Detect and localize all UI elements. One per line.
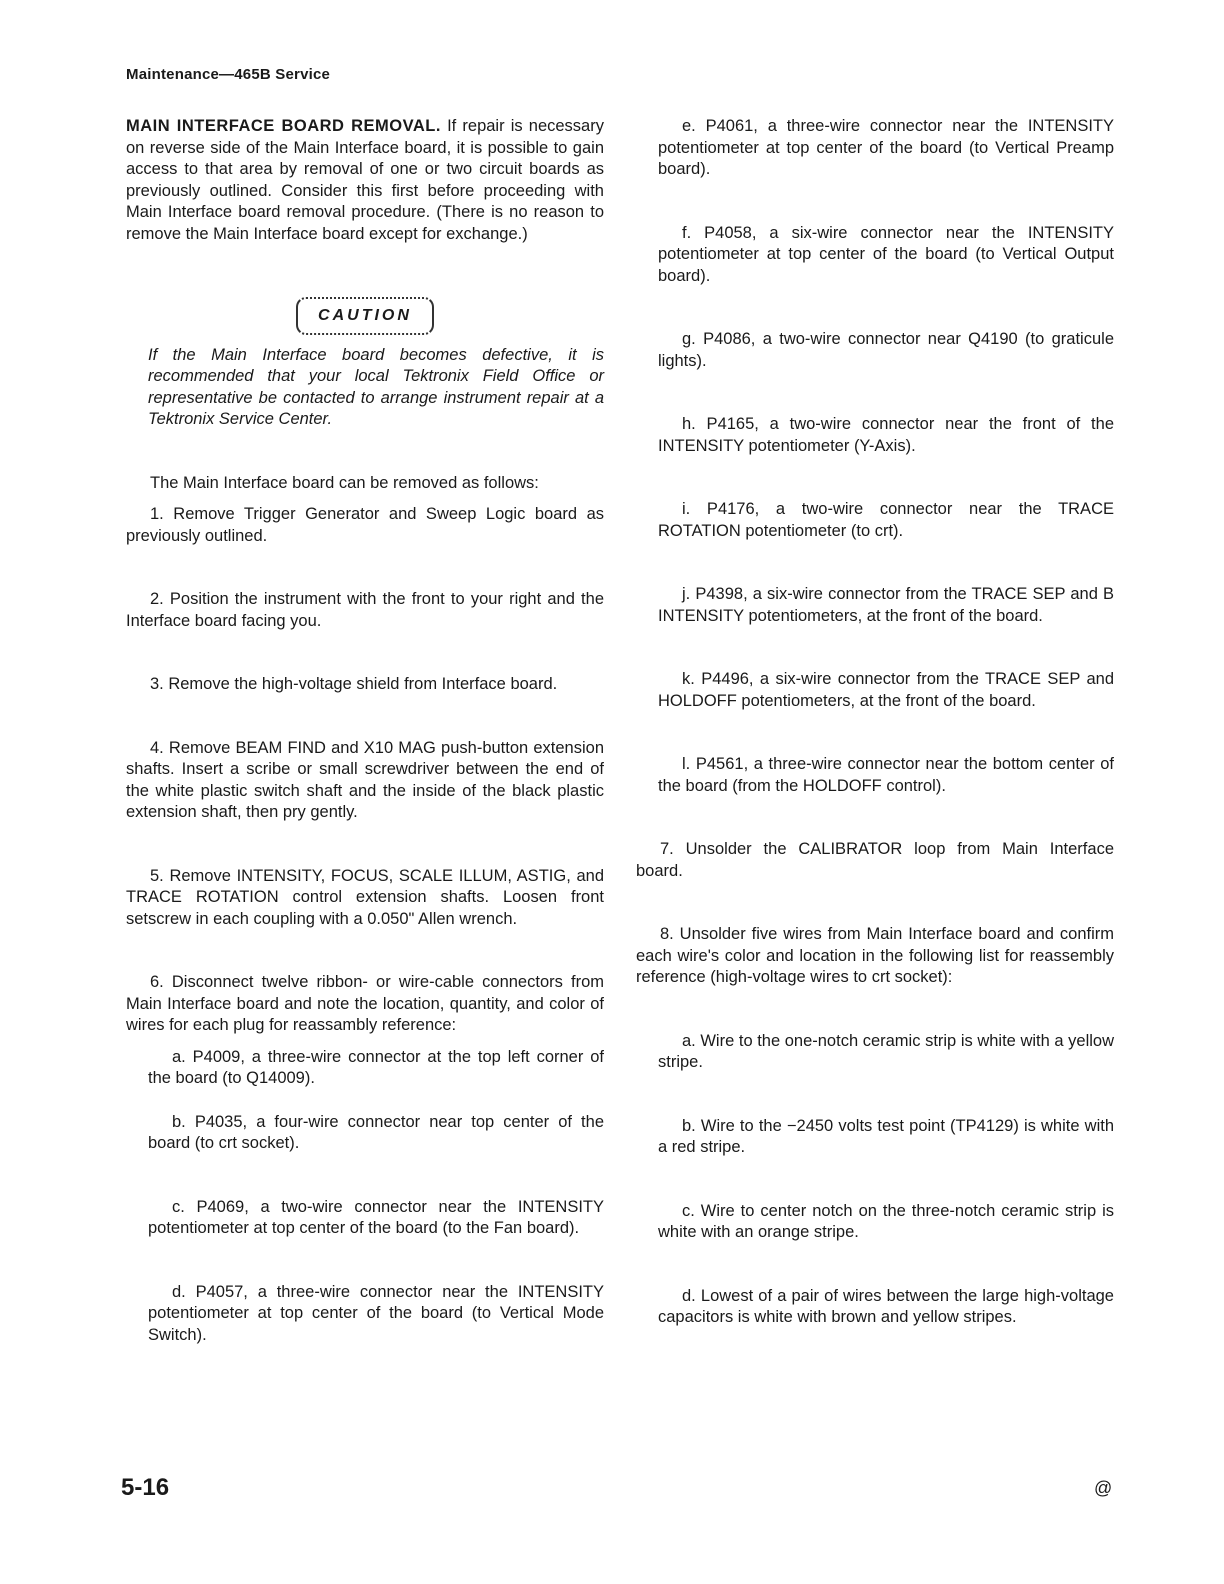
page-header: Maintenance—465B Service — [126, 66, 331, 83]
connector-e: e. P4061, a three-wire connector near the INTENSITY potentiometer at top center of the board (to Vertical Preamp board). — [658, 117, 1114, 178]
connector-l: l. P4561, a three-wire connector near the bottom center of the board (from the HOLDOFF control). — [658, 755, 1114, 795]
connector-k: k. P4496, a six-wire connector from the TRACE SEP and HOLDOFF potentiometers, at the front of the board. — [658, 670, 1114, 710]
step-3: 3. Remove the high-voltage shield from Interface board. — [150, 675, 558, 693]
step-5: 5. Remove INTENSITY, FOCUS, SCALE ILLUM, ASTIG, and TRACE ROTATION control extension shafts. Loosen front setscrew in each coupling with a 0.050" Allen wrench. — [126, 866, 604, 928]
step-1: 1. Remove Trigger Generator and Sweep Logic board as previously outlined. — [126, 505, 604, 545]
wire-a: a. Wire to the one-notch ceramic strip is white with a yellow stripe. — [658, 1031, 1114, 1071]
caution-label: CAUTION — [296, 297, 434, 335]
caution-text: If the Main Interface board becomes defective, it is recommended that your local Tektronix Field Office or representative be contacted to arrange instrument repair at a Tektronix Service Center. — [148, 345, 604, 428]
intro-paragraph — [126, 116, 604, 245]
intro-body: If repair is necessary on reverse side of the Main Interface board, it is possible to gain access to that area by removal of one or two circuit boards as previously outlined. Consider this first before proceeding with Main Interface board removal procedure. (There is no reason to remove the Main Interface board except for exchange.) — [126, 117, 604, 243]
right-column — [636, 116, 1114, 1329]
footer-mark: @ — [1094, 1478, 1113, 1498]
connector-h: h. P4165, a two-wire connector near the front of the INTENSITY potentiometer (Y-Axis). — [658, 415, 1114, 455]
wire-b: b. Wire to the −2450 volts test point (TP4129) is white with a red stripe. — [658, 1116, 1114, 1156]
step-6: 6. Disconnect twelve ribbon- or wire-cable connectors from Main Interface board and note the location, quantity, and color of wires for each plug for reassambly reference: — [126, 973, 604, 1034]
step-4: 4. Remove BEAM FIND and X10 MAG push-button extension shafts. Insert a scribe or small screwdriver between the end of the white plastic switch shaft and the inside of the black plastic extension shaft, then pry gently. — [126, 738, 604, 821]
step-8: 8. Unsolder five wires from Main Interface board and confirm each wire's color and location in the following list for reassembly reference (high-voltage wires to crt socket): — [636, 925, 1114, 986]
connector-i: i. P4176, a two-wire connector near the TRACE ROTATION potentiometer (to crt). — [658, 500, 1114, 540]
connector-g: g. P4086, a two-wire connector near Q4190 (to graticule lights). — [658, 330, 1114, 370]
connector-c: c. P4069, a two-wire connector near the INTENSITY potentiometer at top center of the board (to the Fan board). — [148, 1197, 604, 1237]
wire-d: d. Lowest of a pair of wires between the large high-voltage capacitors is white with brown and yellow stripes. — [658, 1286, 1114, 1326]
connector-list-right — [636, 116, 1114, 797]
removal-intro: The Main Interface board can be removed as follows: — [150, 473, 539, 492]
connector-f: f. P4058, a six-wire connector near the INTENSITY potentiometer at top center of the board (to Vertical Output board). — [658, 223, 1114, 285]
wire-list — [636, 1031, 1114, 1329]
connector-b: b. P4035, a four-wire connector near top center of the board (to crt socket). — [148, 1112, 604, 1152]
page-number: 5-16 — [121, 1474, 170, 1501]
step-7: 7. Unsolder the CALIBRATOR loop from Main Interface board. — [636, 840, 1114, 880]
connector-d: d. P4057, a three-wire connector near the INTENSITY potentiometer at top center of the board (to Vertical Mode Switch). — [148, 1282, 604, 1344]
step-2: 2. Position the instrument with the front to your right and the Interface board facing you. — [126, 590, 604, 630]
left-column — [126, 116, 604, 1346]
intro-heading: MAIN INTERFACE BOARD REMOVAL. — [126, 117, 441, 135]
connector-j: j. P4398, a six-wire connector from the TRACE SEP and B INTENSITY potentiometers, at the front of the board. — [658, 585, 1114, 625]
connector-list-left — [126, 1047, 604, 1347]
connector-a: a. P4009, a three-wire connector at the top left corner of the board (to Q14009). — [148, 1047, 604, 1087]
wire-c: c. Wire to center notch on the three-notch ceramic strip is white with an orange stripe. — [658, 1201, 1114, 1241]
caution-banner — [126, 297, 604, 335]
